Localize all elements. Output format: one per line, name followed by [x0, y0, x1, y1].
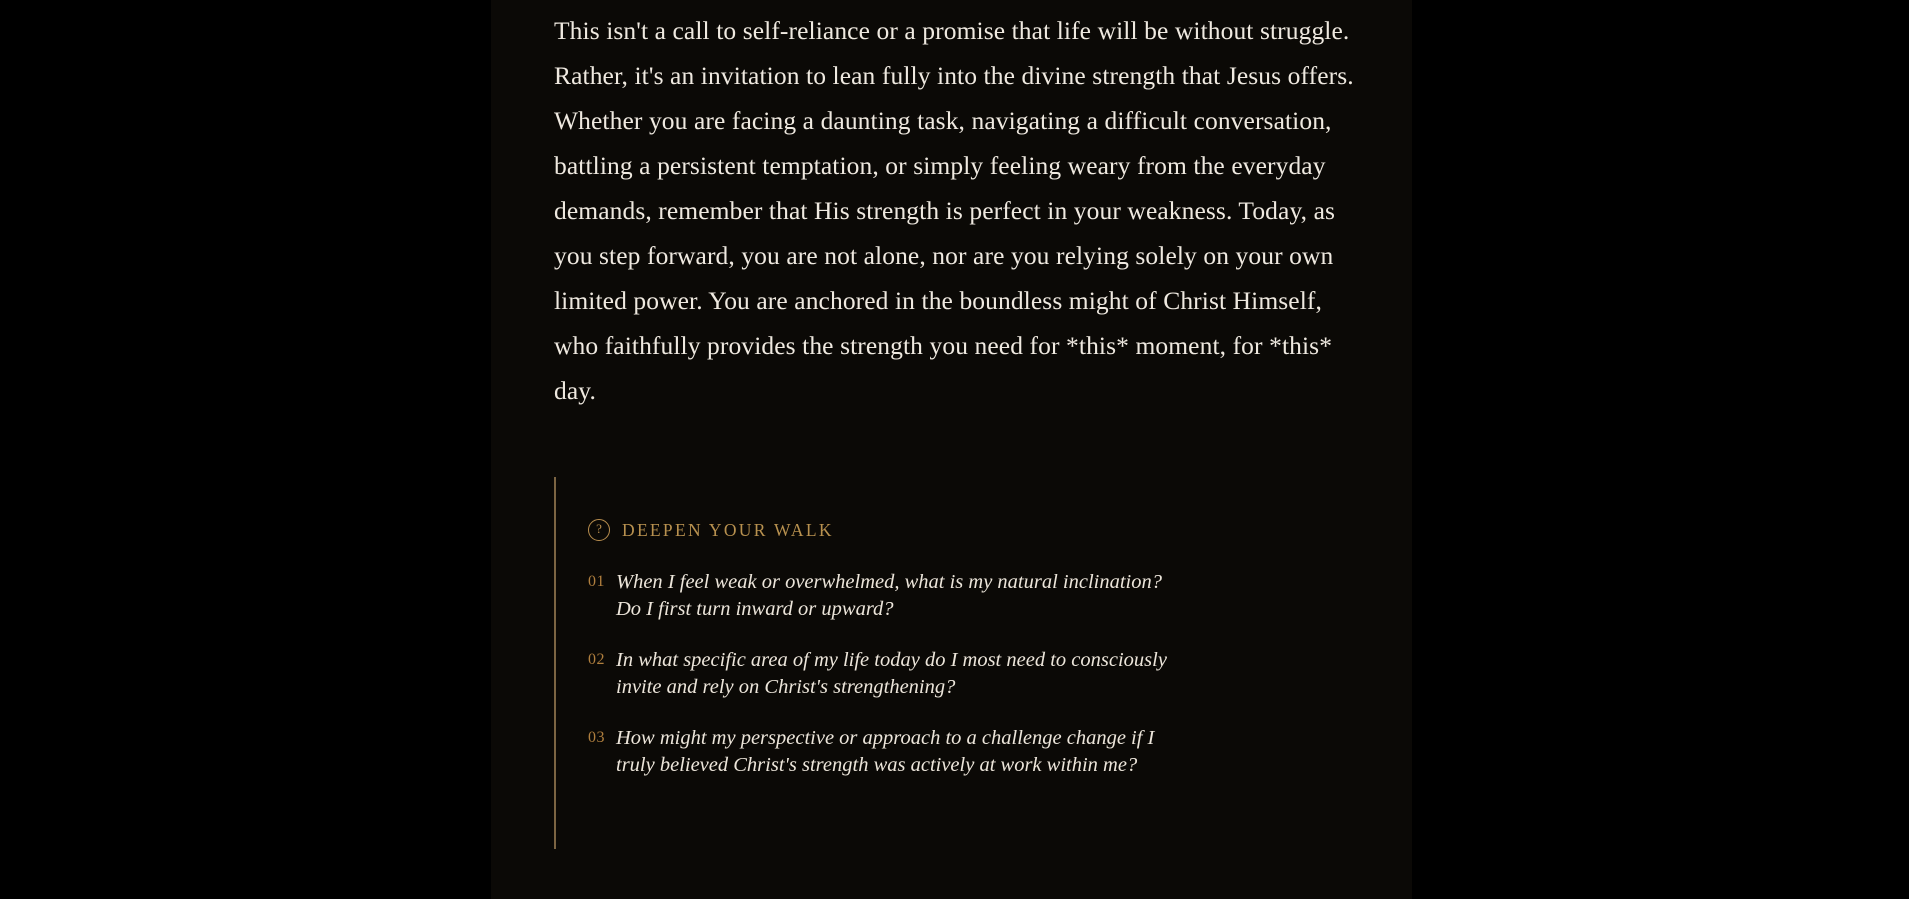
list-item	[588, 725, 1364, 778]
list-item	[588, 647, 1364, 700]
list-item	[588, 569, 1364, 622]
reflection-header	[556, 513, 1364, 547]
reflection-block	[554, 477, 1364, 849]
question-number: 01	[588, 573, 605, 590]
reading-column	[491, 0, 1412, 899]
devotional-body	[554, 8, 1354, 413]
question-text: In what specific area of my life today do I most need to consciously invite and rely on Christ's strengthening?	[616, 649, 1167, 698]
question-mark-circle-icon: ?	[588, 519, 610, 541]
question-text: When I feel weak or overwhelmed, what is my natural inclination? Do I first turn inward or upward?	[616, 571, 1163, 620]
question-number: 03	[588, 729, 605, 746]
body-paragraph: This isn't a call to self-reliance or a promise that life will be without struggle. Rather, it's an invitation to lean fully into the divine strength that Jesus offers. Whether you are facing a daunting task, navigating a difficult conversation, battling a persistent temptation, or simply feeling weary from the everyday demands, remember that His strength is perfect in your weakness. Today, as you step forward, you are not alone, nor are you relying solely on your own limited power. You are anchored in the boundless might of Christ Himself, who faithfully provides the strength you need for *this* moment, for *this* day.	[554, 16, 1354, 405]
question-number: 02	[588, 651, 605, 668]
reflection-question-list	[556, 569, 1364, 778]
reflection-title: DEEPEN YOUR WALK	[622, 519, 834, 540]
question-text: How might my perspective or approach to a challenge change if I truly believed Christ's strength was actively at work within me?	[616, 727, 1155, 776]
